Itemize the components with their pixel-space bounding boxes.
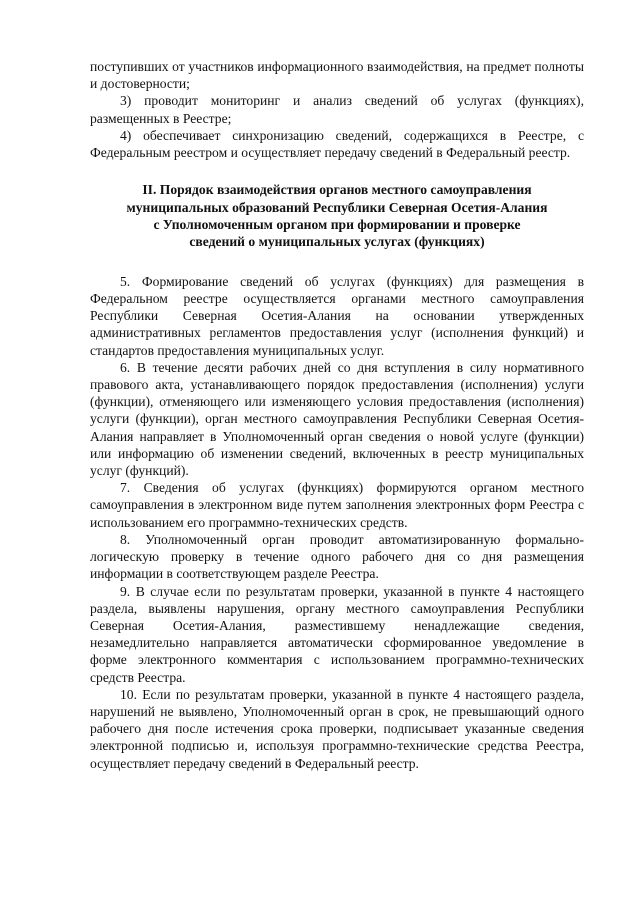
section-heading-line: с Уполномоченным органом при формировании и проверке — [153, 217, 521, 233]
paragraph-8: 8. Уполномоченный орган проводит автоматизированную формально-логическую проверку в течение одного рабочего дня со дня размещения информации в соответствующем разделе Реестра. — [90, 531, 584, 582]
paragraph-6: 6. В течение десяти рабочих дней со дня вступления в силу нормативного правового акта, устанавливающего порядок предоставления (исполнения) услуги (функции), отменяющего или изменяющего условия предоставления (исполнения) услуги (функции), орган местного самоуправления Республики Северная Осетия-Алания направляет в Уполномоченный орган сведения о новой услуге (функции) или информацию об изменении сведений, включенных в реестр муниципальных услуг (функций). — [90, 359, 584, 479]
section-heading-line: II. Порядок взаимодействия органов местного самоуправления — [142, 182, 532, 198]
paragraph-7: 7. Сведения об услугах (функциях) формируются органом местного самоуправления в электронном виде путем заполнения электронных форм Реестра с использованием его программно-технических средств. — [90, 480, 584, 530]
intro-paragraph-2: 3) проводит мониторинг и анализ сведений об услугах (функциях), размещенных в Реестре; — [90, 93, 584, 126]
paragraph-5: 5. Формирование сведений об услугах (функциях) для размещения в Федеральном реестре осуществляется органами местного самоуправления Республики Северная Осетия-Алания на основании утвержденных административных регламентов предоставления услуг (исполнения функций) и стандартов предоставления муниципальных услуг. — [90, 273, 584, 358]
intro-paragraph-1: поступивших от участников информационного взаимодействия, на предмет полноты и достоверности; — [90, 59, 584, 92]
section-heading-line: сведений о муниципальных услугах (функциях) — [189, 234, 485, 250]
section-heading-line: муниципальных образований Республики Северная Осетия-Алания — [126, 199, 548, 215]
document-page — [90, 58, 584, 772]
section-heading — [90, 181, 584, 251]
intro-paragraph-3: 4) обеспечивает синхронизацию сведений, содержащихся в Реестре, с Федеральным реестром и осуществляет передачу сведений в Федеральный реестр. — [90, 127, 584, 161]
paragraph-9: 9. В случае если по результатам проверки, указанной в пункте 4 настоящего раздела, выявлены нарушения, органу местного самоуправления Республики Северная Осетия-Алания, разместившему ненадлежащие сведения, незамедлительно направляется автоматически сформированное уведомление в форме электронного комментария с использованием программно-технических средств Реестра. — [90, 583, 584, 685]
paragraph-10: 10. Если по результатам проверки, указанной в пункте 4 настоящего раздела, нарушений не выявлено, Уполномоченный орган в срок, не превышающий одного рабочего дня после истечения срока проверки, подписывает указанные сведения электронной подписью и, используя программно-технические средства Реестра, осуществляет передачу сведений в Федеральный реестр. — [90, 686, 584, 771]
